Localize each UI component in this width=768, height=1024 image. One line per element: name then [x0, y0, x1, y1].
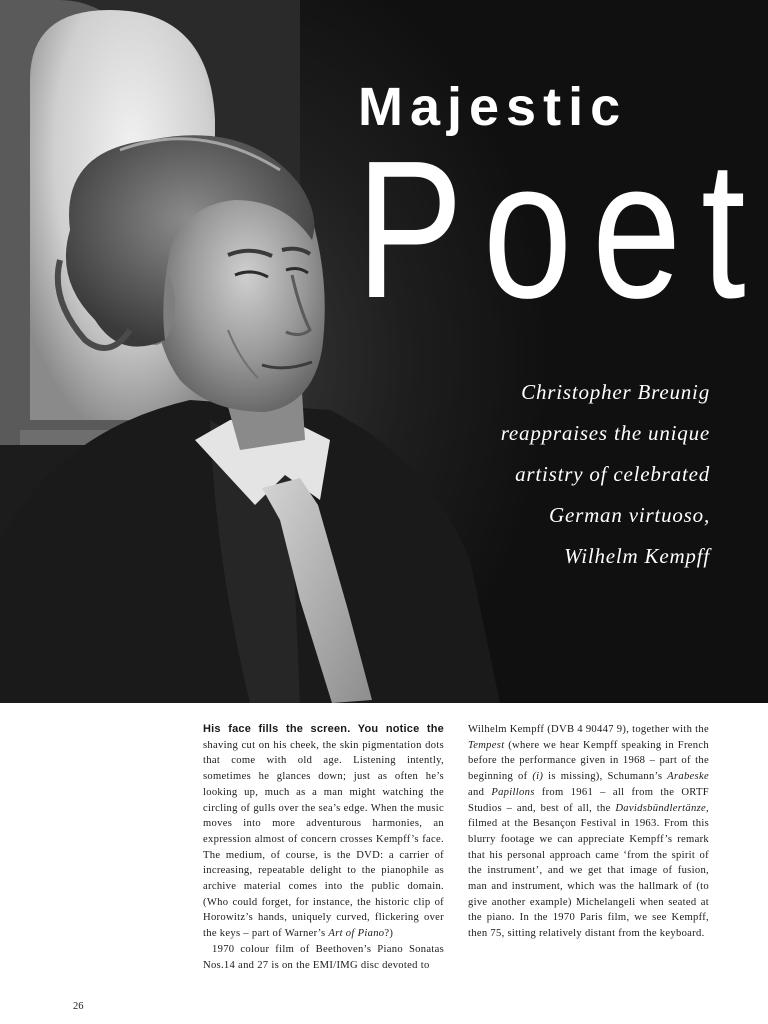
lead-in-text: His face fills the screen. You notice the	[203, 723, 444, 735]
body-text-italic: Papillons	[491, 786, 535, 798]
body-text: shaving cut on his cheek, the skin pigmentation dots that come with old age. Listening intently, sometimes he glances down; just as often he’s looking up, much as a man might watching the circling of gulls over the sea’s edge. When the music moves into more adventurous harmonies, an expression almost of concern crosses Kempff’s face. The medium, of course, is the DVD: a carrier of increasing, repeatable delight to the pianophile as archive material comes into the public domain. (Who could forget, for instance, the historic clip of Horowitz’s hands, uniquely curved, flickering over the keys – part of Warner’s	[203, 739, 444, 940]
standfirst-line: reappraises the unique	[500, 421, 710, 445]
body-text: is missing), Schumann’s	[543, 771, 668, 783]
body-paragraph: 1970 colour film of Beethoven’s Piano Sonatas Nos.14 and 27 is on the EMI/IMG disc devoted to	[203, 943, 444, 971]
body-text: (where we hear Kempff speaking in French before the performance given in 1968 – part of the beginning of	[468, 739, 709, 783]
body-text-italic: Davidsbündlertänze	[615, 802, 707, 814]
standfirst-line: Christopher Breunig	[521, 380, 710, 404]
article-title-poet: Poet	[356, 120, 766, 339]
page-number: 26	[73, 1001, 84, 1012]
body-text-italic: Tempest	[468, 739, 505, 751]
article-title-majestic: Majestic	[358, 77, 628, 137]
body-text-italic: (i)	[532, 771, 544, 783]
body-text: and	[468, 786, 492, 798]
body-column-right	[468, 722, 709, 942]
body-text-italic: Arabeske	[667, 771, 709, 783]
body-text: from 1961 – all from the ORTF Studios – and, best of all, the	[468, 786, 709, 814]
body-text: , filmed at the Besançon Festival in 1963. From this blurry footage we can appreciate Kempff’s remark that his personal approach came ‘from the spirit of the instrument’, and we get that image of fusion, man and instrument, which was the hallmark of (to give another example) Michelangeli when seated at the piano. In the 1970 Paris film, we see Kempff, then 75, sitting relatively distant from the keyboard.	[468, 802, 709, 940]
body-column-left	[203, 722, 444, 973]
body-paragraph	[203, 722, 444, 942]
body-text-italic: Art of Piano	[328, 928, 385, 940]
body-paragraph	[468, 722, 709, 942]
body-text: ?)	[384, 928, 394, 940]
article-standfirst	[380, 372, 710, 577]
body-text: Wilhelm Kempff (DVB 4 90447 9), together with the	[468, 724, 709, 735]
standfirst-line: artistry of celebrated	[515, 462, 710, 486]
standfirst-line: German virtuoso,	[549, 503, 710, 527]
standfirst-line: Wilhelm Kempff	[564, 544, 710, 568]
